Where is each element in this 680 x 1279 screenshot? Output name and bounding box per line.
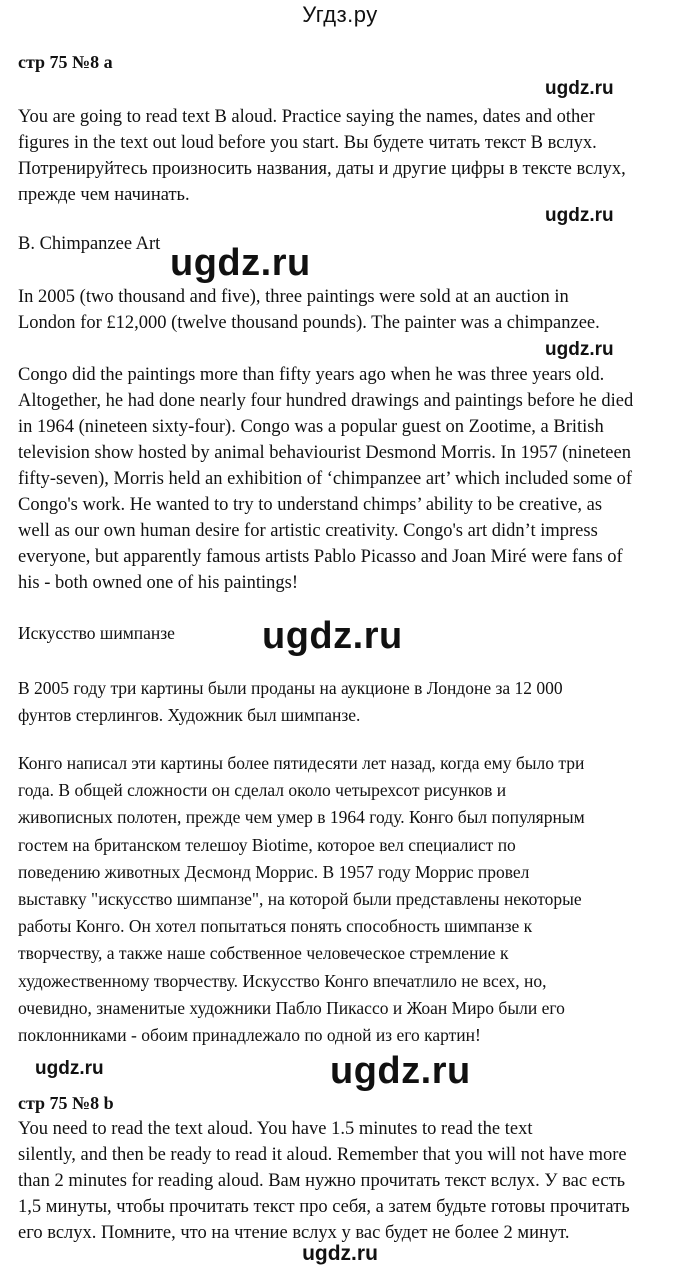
ru-paragraph-2: [18, 750, 585, 1049]
text-line: In 2005 (two thousand and five), three paintings were sold at an auction in: [18, 287, 569, 307]
text-line: поведению животных Десмонд Моррис. В 1957 году Моррис провел: [18, 861, 530, 882]
watermark: ugdz.ru: [35, 1058, 104, 1079]
section-b-heading: стр 75 №8 b: [18, 1093, 114, 1113]
text-line: Congo's work. He wanted to try to understand chimps’ ability to be creative, as: [18, 495, 603, 515]
text-line: his - both owned one of his paintings!: [18, 573, 299, 593]
watermark-large: ugdz.ru: [262, 615, 403, 657]
text-line: everyone, but apparently famous artists Pablo Picasso and Joan Miré were fans of: [18, 547, 623, 567]
text-line: его вслух. Помните, что на чтение вслух у вас будет не более 2 минут.: [18, 1223, 570, 1243]
watermark-large: ugdz.ru: [330, 1050, 471, 1092]
watermark: ugdz.ru: [545, 205, 614, 226]
text-title: B. Chimpanzee Art: [18, 234, 161, 254]
text-line: Потренируйтесь произносить названия, даты и другие цифры в тексте вслух,: [18, 159, 626, 179]
text-line: живописных полотен, прежде чем умер в 1964 году. Конго был популярным: [18, 807, 585, 828]
text-line: В 2005 году три картины были проданы на аукционе в Лондоне за 12 000: [18, 678, 563, 698]
text-line: фунтов стерлингов. Художник был шимпанзе.: [18, 705, 361, 725]
text-line: You are going to read text B aloud. Practice saying the names, dates and other: [18, 107, 595, 127]
text-line: Congo did the paintings more than fifty years ago when he was three years old.: [18, 365, 605, 385]
text-line: fifty-seven), Morris held an exhibition of ‘chimpanzee art’ which included some of: [18, 469, 633, 489]
ru-paragraph-1: [18, 675, 563, 729]
site-title: Угдз.ру: [302, 2, 378, 27]
site-footer: ugdz.ru: [302, 1242, 378, 1265]
watermark-large: ugdz.ru: [170, 242, 311, 284]
ru-title: Искусство шимпанзе: [18, 623, 175, 643]
text-line: работы Конго. Он хотел попытаться понять способность шимпанзе к: [18, 916, 533, 937]
paragraph-2: [18, 362, 633, 596]
text-line: года. В общей сложности он сделал около четырехсот рисунков и: [18, 780, 507, 801]
text-line: figures in the text out loud before you start. Вы будете читать текст В вслух.: [18, 133, 597, 153]
text-line: очевидно, знаменитые художники Пабло Пикассо и Жоан Миро были его: [18, 997, 565, 1018]
text-line: in 1964 (nineteen sixty-four). Congo was a popular guest on Zootime, a British: [18, 417, 604, 437]
text-line: silently, and then be ready to read it aloud. Remember that you will not have more: [18, 1145, 627, 1165]
text-line: well as our own human desire for artistic creativity. Congo's art didn’t impress: [18, 521, 598, 541]
text-line: поклонниками - обоим принадлежало по одной из его картин!: [18, 1025, 481, 1046]
text-line: творчеству, а также наше собственное человеческое стремление к: [18, 943, 509, 964]
text-line: Конго написал эти картины более пятидесяти лет назад, когда ему было три: [18, 753, 585, 773]
text-line: Altogether, he had done nearly four hundred drawings and paintings before he died: [18, 391, 634, 411]
text-line: выставку "искусство шимпанзе", на которой были представлены некоторые: [18, 889, 582, 910]
text-line: You need to read the text aloud. You have 1.5 minutes to read the text: [18, 1119, 533, 1139]
text-line: художественному творчеству. Искусство Конго впечатлило не всех, но,: [18, 970, 547, 991]
text-line: 1,5 минуты, чтобы прочитать текст про себя, а затем будьте готовы прочитать: [18, 1197, 630, 1217]
watermark: ugdz.ru: [545, 339, 614, 360]
watermark: ugdz.ru: [545, 78, 614, 99]
section-a-heading: стр 75 №8 а: [18, 52, 113, 72]
text-line: London for £12,000 (twelve thousand pounds). The painter was a chimpanzee.: [18, 313, 600, 333]
paragraph-1: [18, 284, 600, 336]
text-line: прежде чем начинать.: [18, 185, 190, 205]
text-line: than 2 minutes for reading aloud. Вам нужно прочитать текст вслух. У вас есть: [18, 1171, 626, 1191]
section-b-paragraph: [18, 1116, 630, 1246]
instructions-paragraph: [18, 104, 626, 208]
text-line: television show hosted by animal behaviourist Desmond Morris. In 1957 (nineteen: [18, 443, 631, 463]
text-line: гостем на британском телешоу Biotime, которое вел специалист по: [18, 834, 516, 855]
